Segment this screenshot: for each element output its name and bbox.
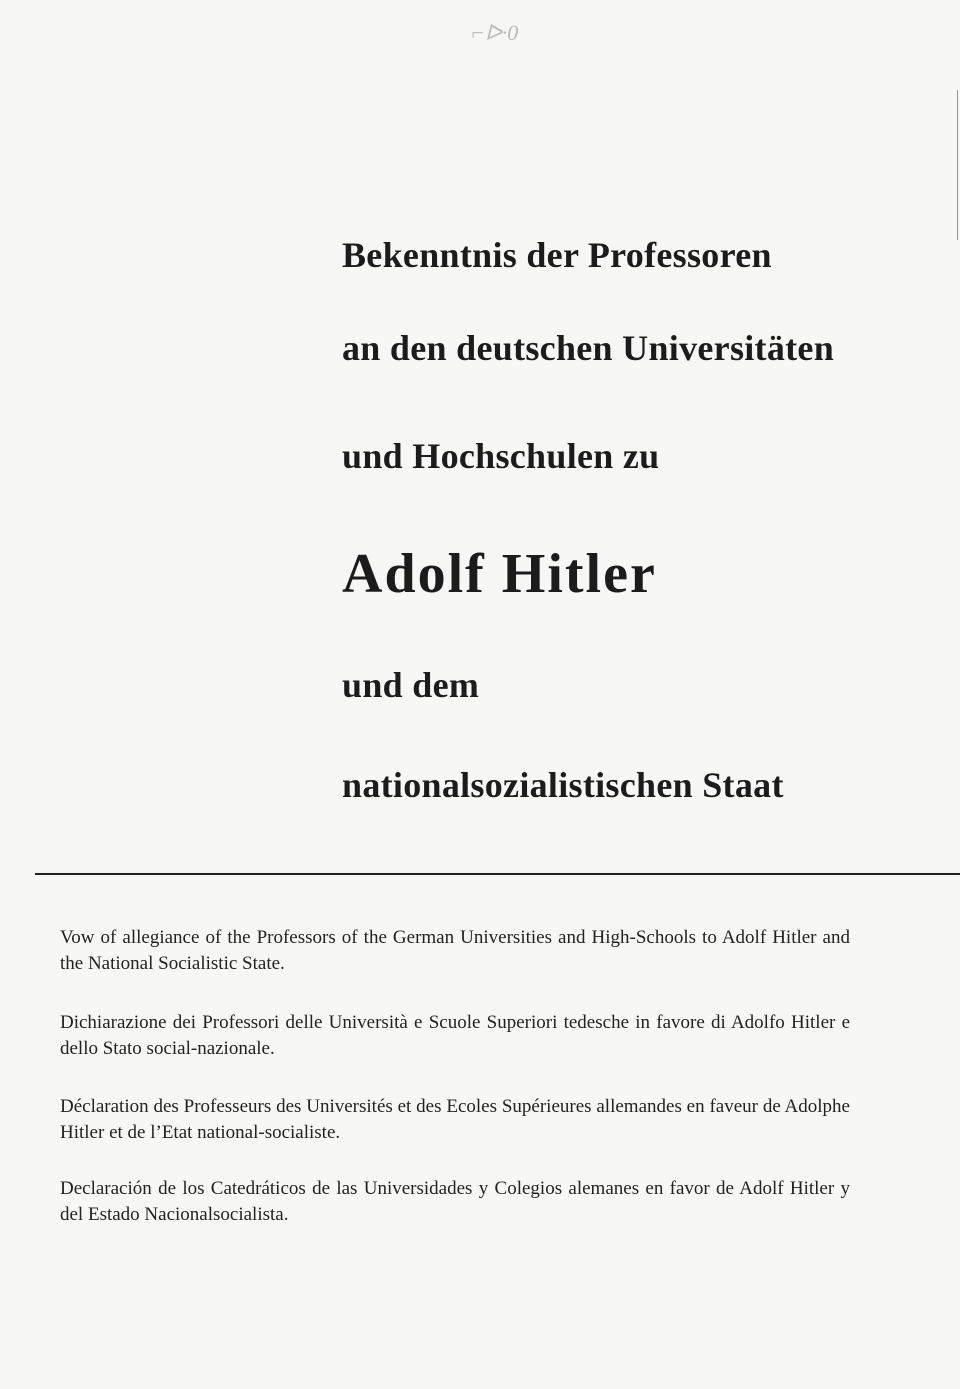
title-line-1: Bekenntnis der Professoren [342,235,772,275]
divider-rule [35,873,960,875]
title-line-2: an den deutschen Universitäten [342,328,835,368]
translation-spanish: Declaración de los Catedráticos de las Universidades y Colegios alemanes en favor de Adolf Hitler y del Estado Nacionalsocialista. [60,1178,850,1225]
translation-french: Déclaration des Professeurs des Universités et des Ecoles Supérieures allemandes en faveur de Adolphe Hitler et de l’Etat national-socialiste. [60,1096,850,1143]
title-line-5: und dem [342,665,480,705]
title-line-3: und Hochschulen zu [342,436,660,476]
title-line-6: nationalsozialistischen Staat [342,765,784,805]
translation-english: Vow of allegiance of the Professors of the German Universities and High-Schools to Adolf Hitler and the National Socialistic State. [60,927,850,974]
title-name: Adolf Hitler [342,543,657,605]
translation-italian: Dichiarazione dei Professori delle Università e Scuole Superiori tedesche in favore di Adolfo Hitler e dello Stato social-nazionale. [60,1012,850,1059]
page-edge-line [957,90,958,240]
pencil-mark: ⌐ᐅ·0 [470,20,519,45]
